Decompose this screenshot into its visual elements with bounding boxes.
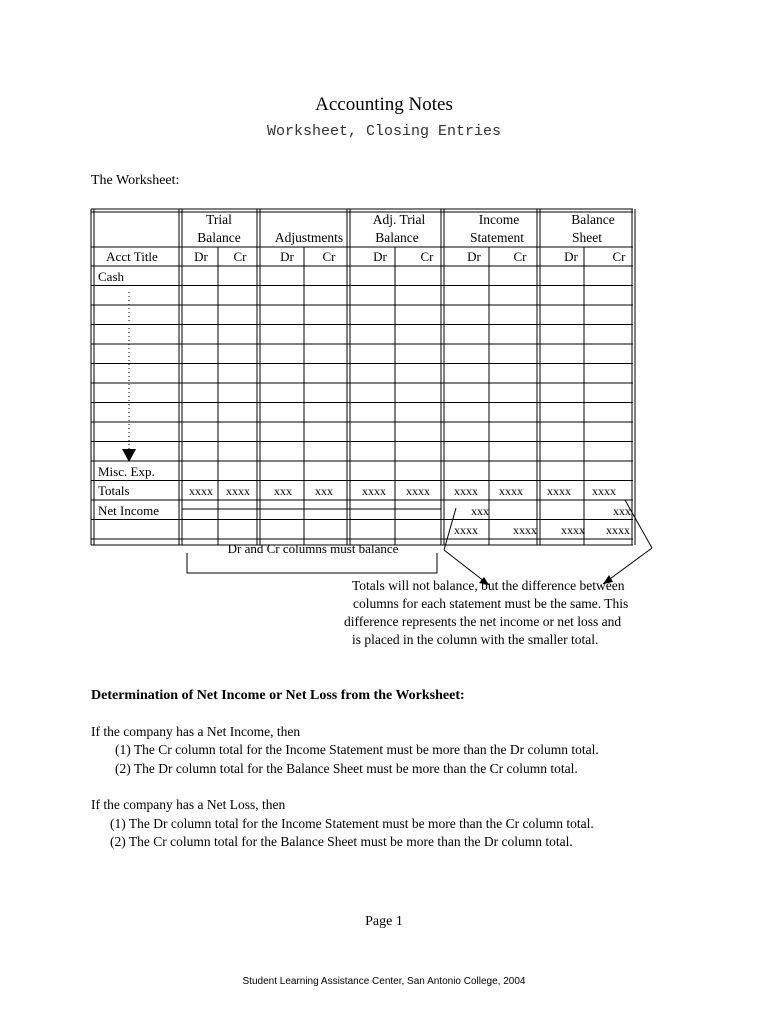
cr-header: Cr xyxy=(513,249,527,264)
page-number: Page 1 xyxy=(365,914,403,929)
row-label-net-income: Net Income xyxy=(98,503,160,518)
footer-credit: Student Learning Assistance Center, San Antonio College, 2004 xyxy=(242,976,526,987)
totals-value: xxx xyxy=(315,484,333,498)
totals-value: xxxx xyxy=(499,484,523,498)
net-income-item-2: (2) The Dr column total for the Balance Sheet must be more than the Cr column total. xyxy=(115,761,578,776)
header-adjustments: Adjustments xyxy=(274,230,344,245)
balance-note: Dr and Cr columns must balance xyxy=(227,541,399,556)
net-loss-intro: If the company has a Net Loss, then xyxy=(91,797,286,812)
dr-header: Dr xyxy=(373,249,387,264)
header-adjtrial-line1: Adj. Trial xyxy=(372,212,426,227)
net-income-item-1: (1) The Cr column total for the Income Statement must be more than the Dr column total. xyxy=(115,742,599,757)
net-loss-item-1: (1) The Dr column total for the Income Statement must be more than the Cr column total. xyxy=(110,816,594,831)
header-trial-line2: Balance xyxy=(197,230,241,245)
acct-title-header: Acct Title xyxy=(106,249,158,264)
difference-note xyxy=(340,577,670,649)
totals-value: xxxx xyxy=(547,484,571,498)
row-label-totals: Totals xyxy=(98,483,130,498)
header-income-line1: Income xyxy=(478,212,520,227)
net-income-intro: If the company has a Net Income, then xyxy=(91,724,301,739)
difference-note-line: Totals will not balance, but the difference between xyxy=(352,578,625,593)
arrow-down-icon xyxy=(122,449,136,462)
determination-heading: Determination of Net Income or Net Loss from the Worksheet: xyxy=(91,688,465,703)
difference-note-line: is placed in the column with the smaller total. xyxy=(352,632,599,647)
document-subtitle: Worksheet, Closing Entries xyxy=(266,123,502,140)
final-is-dr: xxxx xyxy=(454,523,478,537)
header-adjtrial-line2: Balance xyxy=(375,230,419,245)
cr-header: Cr xyxy=(322,249,336,264)
dr-header: Dr xyxy=(467,249,481,264)
totals-value: xxxx xyxy=(189,484,213,498)
final-bs-cr: xxxx xyxy=(606,523,630,537)
totals-value: xxx xyxy=(274,484,292,498)
final-is-cr: xxxx xyxy=(513,523,537,537)
dr-header: Dr xyxy=(564,249,578,264)
cr-header: Cr xyxy=(612,249,626,264)
net-loss-item-2: (2) The Cr column total for the Balance Sheet must be more than the Dr column total. xyxy=(110,834,573,849)
totals-value: xxxx xyxy=(592,484,616,498)
totals-value: xxxx xyxy=(362,484,386,498)
row-label-misc: Misc. Exp. xyxy=(98,464,155,479)
header-balance-line1: Balance xyxy=(571,212,615,227)
final-bs-dr: xxxx xyxy=(561,523,585,537)
header-trial-line1: Trial xyxy=(206,212,232,227)
difference-note-line: difference represents the net income or net loss and xyxy=(344,614,622,629)
dr-header: Dr xyxy=(280,249,294,264)
cr-header: Cr xyxy=(420,249,434,264)
difference-note-line: columns for each statement must be the same. This xyxy=(353,596,629,611)
header-income-line2: Statement xyxy=(470,230,524,245)
balance-bracket xyxy=(187,553,437,573)
net-income-bs-cr: xxx xyxy=(613,504,631,518)
totals-value: xxxx xyxy=(406,484,430,498)
dr-header: Dr xyxy=(194,249,208,264)
worksheet-label: The Worksheet: xyxy=(91,173,180,188)
totals-value: xxxx xyxy=(226,484,250,498)
totals-value: xxxx xyxy=(454,484,478,498)
net-income-is-dr: xxx xyxy=(471,504,489,518)
cr-header: Cr xyxy=(233,249,247,264)
row-label-cash: Cash xyxy=(98,269,124,284)
header-balance-line2: Sheet xyxy=(572,230,602,245)
document-title: Accounting Notes xyxy=(315,94,453,115)
